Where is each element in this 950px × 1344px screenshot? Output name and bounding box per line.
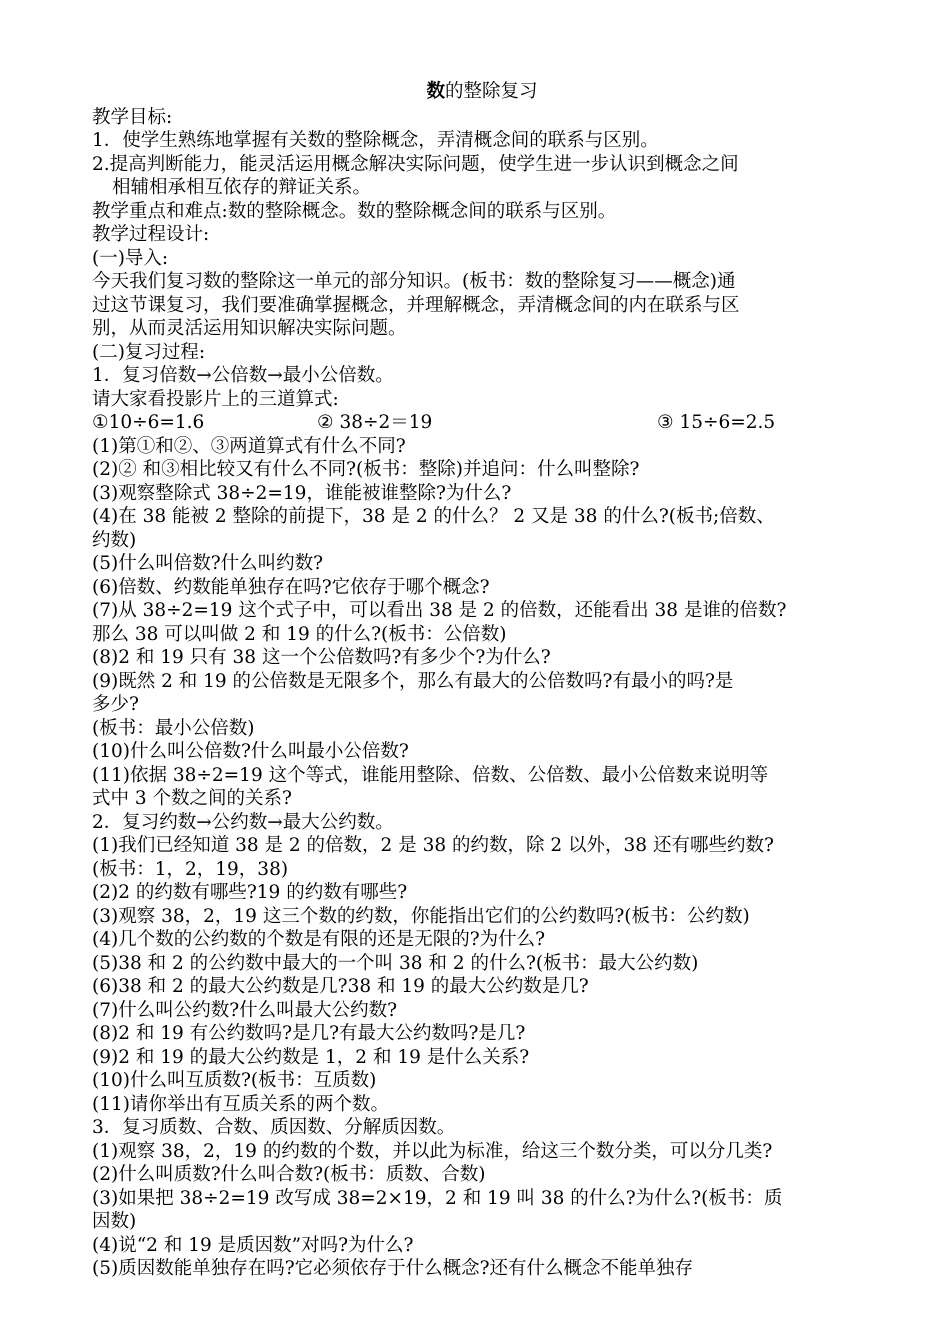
intro-line-2: 过这节课复习，我们要准确掌握概念，并理解概念，弄清概念间的内在联系与区 <box>92 294 740 316</box>
s2-question-11: (11)请你举出有互质关系的两个数。 <box>92 1093 389 1115</box>
s2-question-7: (7)什么叫公约数?什么叫最大公约数? <box>92 999 398 1021</box>
s2-question-10: (10)什么叫互质数?(板书：互质数) <box>92 1070 377 1091</box>
review-heading: (二)复习过程: <box>92 341 206 363</box>
key-points: 教学重点和难点:数的整除概念。数的整除概念间的联系与区别。 <box>92 200 617 222</box>
s3-question-2: (2)什么叫质数?什么叫合数?(板书：质数、合数) <box>92 1164 486 1185</box>
intro-heading: (一)导入: <box>92 247 169 269</box>
s1-question-11-line-2: 式中 3 个数之间的关系? <box>92 788 292 809</box>
s3-question-3-line-1: (3)如果把 38÷2=19 改写成 38=2×19，2 和 19 叫 38 的什么?为什么?(板书：质 <box>92 1187 783 1209</box>
s2-question-8: (8)2 和 19 有公约数吗?是几?有最大公约数吗?是几? <box>92 1023 526 1044</box>
objective-2-line-2: 相辅相承相互依存的辩证关系。 <box>112 177 372 198</box>
section-2-heading: 2．复习约数→公约数→最大公约数。 <box>92 811 394 833</box>
s2-question-1-line-1: (1)我们已经知道 38 是 2 的倍数，2 是 38 的约数，除 2 以外，38 还有哪些约数? <box>92 835 774 856</box>
s2-question-2: (2)2 的约数有哪些?19 的约数有哪些? <box>92 882 408 903</box>
s1-question-3: (3)观察整除式 38÷2=19，谁能被谁整除?为什么? <box>92 482 512 504</box>
s1-question-4-line-1: (4)在 38 能被 2 整除的前提下，38 是 2 的什么？ 2 又是 38 的什么?(板书;倍数、 <box>92 506 775 527</box>
equation-row <box>92 411 872 435</box>
s2-question-4: (4)几个数的公约数的个数是有限的还是无限的?为什么? <box>92 929 546 950</box>
intro-line-1: 今天我们复习数的整除这一单元的部分知识。(板书：数的整除复习——概念)通 <box>92 271 736 292</box>
equation-1: ①10÷6=1.6 <box>92 412 205 433</box>
s1-question-9-line-1: (9)既然 2 和 19 的公倍数是无限多个，那么有最大的公倍数吗?有最小的吗?是 <box>92 670 734 692</box>
s3-question-4: (4)说“2 和 19 是质因数”对吗?为什么? <box>92 1234 414 1256</box>
s3-question-3-line-2: 因数) <box>92 1211 137 1232</box>
intro-line-3: 别，从而灵活运用知识解决实际问题。 <box>92 318 407 339</box>
section-1-heading: 1．复习倍数→公倍数→最小公倍数。 <box>92 365 394 386</box>
s1-question-8: (8)2 和 19 只有 38 这一个公倍数吗?有多少个?为什么? <box>92 647 551 668</box>
document-page <box>92 80 872 1281</box>
s2-question-1-line-2: (板书：1，2，19，38) <box>92 858 289 880</box>
document-title <box>92 80 872 104</box>
s1-question-1: (1)第①和②、③两道算式有什么不同? <box>92 435 406 457</box>
s1-question-11-line-1: (11)依据 38÷2=19 这个等式，谁能用整除、倍数、公倍数、最小公倍数来说明等 <box>92 764 769 786</box>
s1-question-7-line-1: (7)从 38÷2=19 这个式子中，可以看出 38 是 2 的倍数，还能看出 38 是谁的倍数? <box>92 600 787 621</box>
s1-question-5: (5)什么叫倍数?什么叫约数? <box>92 553 324 574</box>
s1-question-6: (6)倍数、约数能单独存在吗?它依存于哪个概念? <box>92 576 490 598</box>
objective-1: 1．使学生熟练地掌握有关数的整除概念，弄清概念间的联系与区别。 <box>92 130 659 151</box>
s1-board-note: (板书：最小公倍数) <box>92 717 255 739</box>
s1-question-4-line-2: 约数) <box>92 529 137 551</box>
section-1-prompt: 请大家看投影片上的三道算式: <box>92 388 339 410</box>
s3-question-1: (1)观察 38，2，19 的约数的个数，并以此为标准，给这三个数分类，可以分几类? <box>92 1140 773 1162</box>
equation-3: ③ 15÷6=2.5 <box>657 412 776 433</box>
s2-question-9: (9)2 和 19 的最大公约数是 1，2 和 19 是什么关系? <box>92 1046 530 1068</box>
equation-2: ② 38÷2＝19 <box>317 412 433 433</box>
s1-question-9-line-2: 多少? <box>92 694 139 715</box>
s1-question-2: (2)② 和③相比较又有什么不同?(板书：整除)并追问：什么叫整除? <box>92 459 640 480</box>
s1-question-10: (10)什么叫公倍数?什么叫最小公倍数? <box>92 741 409 762</box>
title-rest: 的整除复习 <box>445 81 538 102</box>
objective-2-line-1: 2.提高判断能力，能灵活运用概念解决实际问题，使学生进一步认识到概念之间 <box>92 153 739 175</box>
process-heading: 教学过程设计: <box>92 224 210 245</box>
s1-question-7-line-2: 那么 38 可以叫做 2 和 19 的什么?(板书：公倍数) <box>92 623 507 645</box>
s2-question-5: (5)38 和 2 的公约数中最大的一个叫 38 和 2 的什么?(板书：最大公约数) <box>92 952 699 974</box>
s3-question-5: (5)质因数能单独存在吗?它必须依存于什么概念?还有什么概念不能单独存 <box>92 1258 694 1279</box>
s2-question-6: (6)38 和 2 的最大公约数是几?38 和 19 的最大公约数是几? <box>92 976 589 997</box>
section-3-heading: 3．复习质数、合数、质因数、分解质因数。 <box>92 1117 456 1138</box>
objectives-heading: 教学目标: <box>92 106 173 128</box>
s2-question-3: (3)观察 38，2，19 这三个数的约数，你能指出它们的公约数吗?(板书：公约数) <box>92 905 750 927</box>
title-bold-part: 数 <box>426 81 445 102</box>
